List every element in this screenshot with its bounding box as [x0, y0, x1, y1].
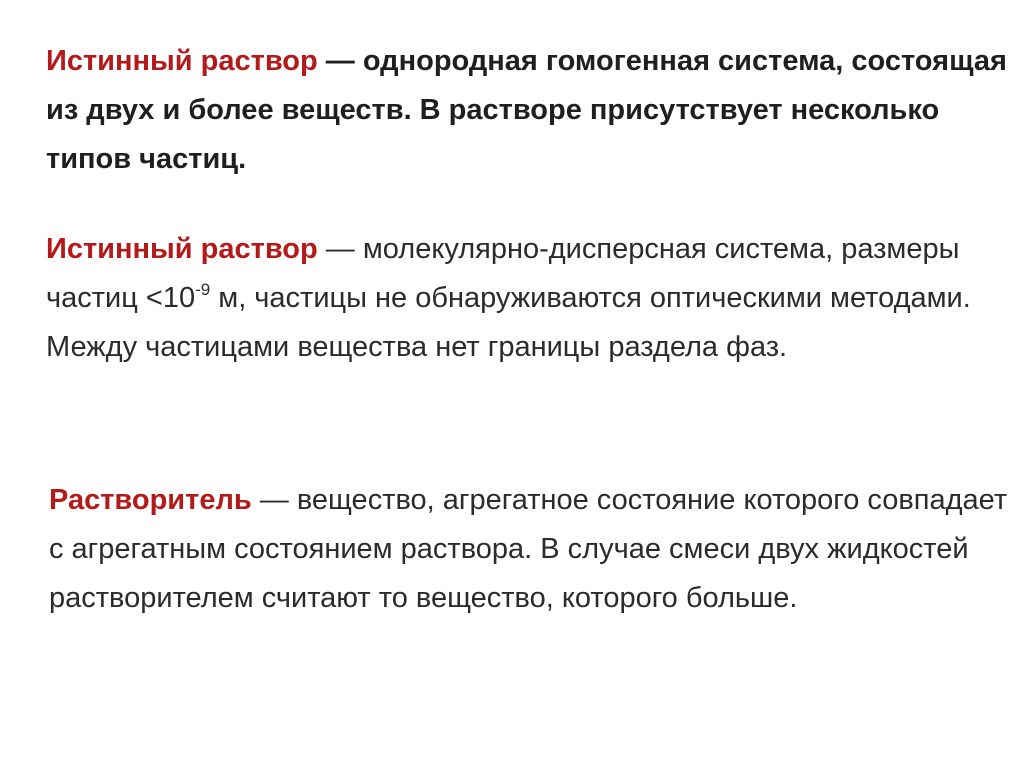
definition-text: — однородная гомогенная система, состоящая из двух и более веществ. В растворе присутствует несколько типов частиц. — [46, 45, 1007, 175]
term-true-solution: Истинный раствор — [46, 45, 318, 77]
exponent: -9 — [195, 280, 211, 299]
definition-text-before: — молекулярно-дисперсная система, размеры частиц <10 — [46, 233, 960, 314]
term-true-solution: Истинный раствор — [46, 233, 318, 265]
term-solvent: Растворитель — [49, 484, 252, 516]
definition-true-solution-homogeneous — [46, 37, 1011, 184]
definition-text: — вещество, агрегатное состояние которого совпадает с агрегатным состоянием раствора. В случае смеси двух жидкостей растворителем считают то вещество, которого больше. — [49, 484, 1008, 614]
definition-solvent — [49, 476, 1009, 623]
definition-true-solution-dispersed — [46, 225, 1021, 372]
definition-text-after: м, частицы не обнаруживаются оптическими методами. Между частицами вещества нет границы раздела фаз. — [46, 282, 971, 363]
